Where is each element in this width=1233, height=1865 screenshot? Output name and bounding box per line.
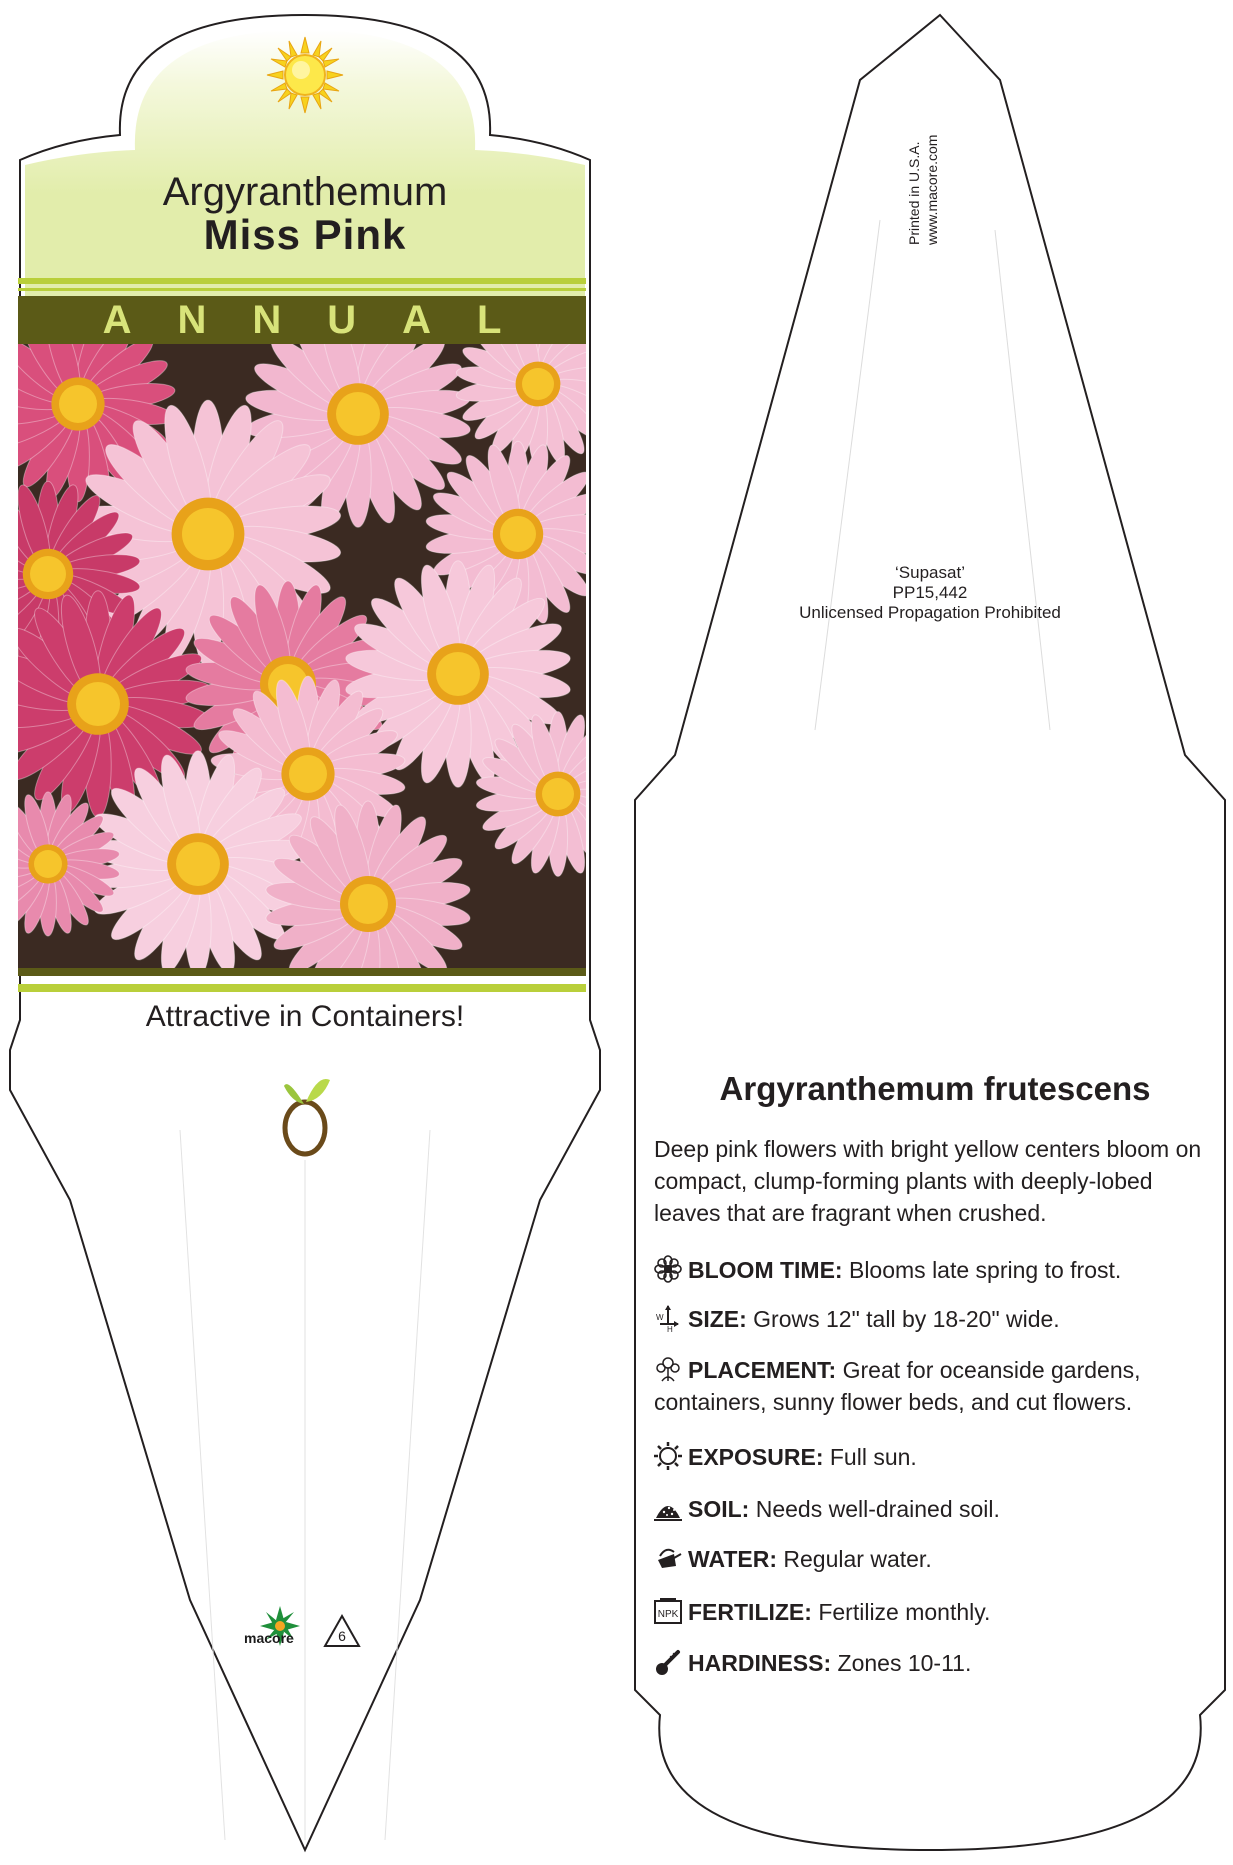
recycle-number: 6 <box>338 1628 346 1644</box>
svg-text:H: H <box>667 1325 673 1332</box>
description: Deep pink flowers with bright yellow centers bloom on compact, clump-forming plants with deeply-lobed leaves that are fragrant when crushed. <box>654 1136 1202 1226</box>
npk-icon <box>654 1597 682 1625</box>
plant-variety: Miss Pink <box>203 211 407 258</box>
attribute-bloom-time <box>654 1254 1224 1286</box>
attribute-fertilize <box>654 1596 1224 1628</box>
attribute-label: BLOOM TIME: <box>688 1257 843 1283</box>
plant-genus: Argyranthemum <box>162 170 448 214</box>
watering-can-icon <box>654 1544 682 1572</box>
seedling-icon <box>270 1068 340 1158</box>
patent-number: PP15,442 <box>892 583 968 602</box>
attribute-hardiness <box>654 1647 1224 1679</box>
website: www.macore.com <box>924 134 940 245</box>
attribute-label: EXPOSURE: <box>688 1444 824 1470</box>
attribute-label: FERTILIZE: <box>688 1599 812 1625</box>
attribute-water <box>654 1543 1224 1575</box>
attribute-value: Fertilize monthly. <box>811 1599 991 1625</box>
attribute-exposure <box>654 1441 1224 1473</box>
attribute-value: Needs well-drained soil. <box>749 1496 1000 1522</box>
attribute-label: SIZE: <box>688 1306 747 1332</box>
thermometer-icon <box>654 1648 682 1676</box>
svg-text:W: W <box>656 1313 664 1322</box>
size-icon <box>654 1304 682 1332</box>
accent-line <box>18 288 586 291</box>
attribute-value: Blooms late spring to frost. <box>842 1257 1122 1283</box>
svg-text:NPK: NPK <box>657 1609 679 1620</box>
attribute-value: Regular water. <box>777 1546 932 1572</box>
placement-icon <box>654 1355 682 1383</box>
recycle-icon <box>322 1613 362 1649</box>
propagation-notice: Unlicensed Propagation Prohibited <box>799 603 1061 622</box>
sun-outline-icon <box>654 1442 682 1470</box>
category-band: ANNUAL <box>18 296 586 344</box>
attribute-label: PLACEMENT: <box>688 1357 837 1383</box>
printed-country: Printed in U.S.A. <box>906 141 922 245</box>
accent-line <box>18 278 586 284</box>
cultivar-name: ‘Supasat’ <box>895 563 965 582</box>
patent-block <box>740 563 1120 623</box>
attribute-value: Great for oceanside gardens, containers, sunny flower beds, and cut flowers. <box>654 1357 1141 1415</box>
tagline: Attractive in Containers! <box>145 1000 465 1033</box>
attribute-label: SOIL: <box>688 1496 750 1522</box>
attribute-placement <box>654 1354 1224 1418</box>
soil-icon <box>654 1494 682 1522</box>
attribute-size <box>654 1303 1224 1335</box>
attribute-soil <box>654 1493 1224 1525</box>
attribute-value: Full sun. <box>823 1444 917 1470</box>
species-name: Argyranthemum frutescens <box>719 1070 1151 1107</box>
accent-line <box>18 984 586 992</box>
attribute-value: Grows 12" tall by 18-20" wide. <box>746 1306 1060 1332</box>
attribute-label: WATER: <box>688 1546 778 1572</box>
sun-icon <box>265 35 345 115</box>
attribute-value: Zones 10-11. <box>831 1650 972 1676</box>
accent-line <box>18 968 586 976</box>
flower-icon <box>654 1255 682 1283</box>
brand-name: macore <box>244 1630 294 1646</box>
attribute-label: HARDINESS: <box>688 1650 832 1676</box>
plant-photo <box>18 344 586 968</box>
printed-info <box>905 95 945 245</box>
